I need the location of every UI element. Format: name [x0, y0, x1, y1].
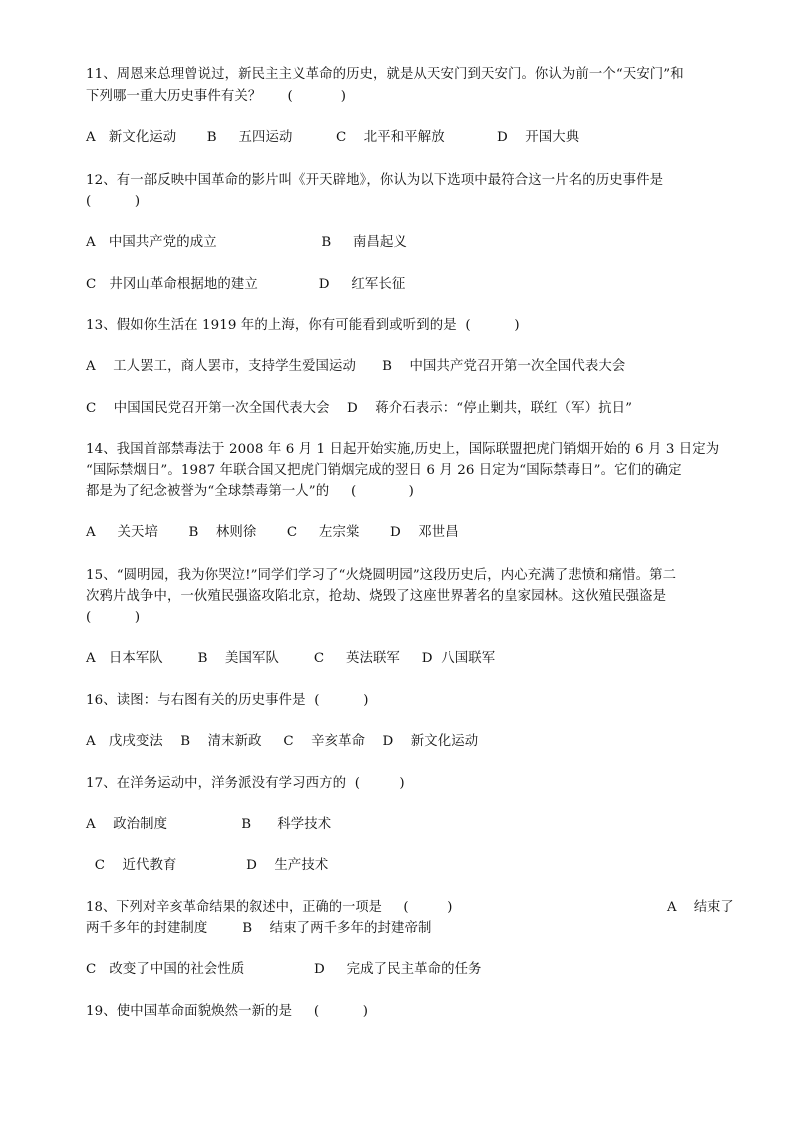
answer-options: A 中国共产党的成立 B 南昌起义 — [86, 235, 408, 250]
question-text-line: “国际禁烟日”。1987 年联合国又把虎门销烟完成的翌日 6 月 26 日定为“国际禁毒日”。它们的确定 — [86, 463, 682, 478]
answer-options: C 中国国民党召开第一次全国代表大会 D 蒋介石表示：“停止剿共，联红（军）抗日” — [86, 401, 633, 416]
question-text-line: 17、在洋务运动中，洋务派没有学习西方的 ( ) — [86, 776, 405, 791]
question-text-line: ( ) — [86, 194, 141, 209]
answer-options: A 新文化运动 B 五四运动 C 北平和平解放 D 开国大典 — [86, 130, 580, 145]
answer-options: A 戊戌变法 B 清末新政 C 辛亥革命 D 新文化运动 — [86, 734, 479, 749]
answer-options: C 井冈山革命根据地的建立 D 红军长征 — [86, 277, 406, 292]
question-text-line: 13、假如你生活在 1919 年的上海，你有可能看到或听到的是 ( ) — [86, 318, 520, 333]
question-text-line: 18、下列对辛亥革命结果的叙述中，正确的一项是 ( ) A 结束了 — [86, 900, 734, 915]
question-text-line: 11、周恩来总理曾说过，新民主主义革命的历史，就是从天安门到天安门。你认为前一个“天安门”和 — [86, 67, 684, 82]
question-text-line: 次鸦片战争中，一伙殖民强盗攻陷北京，抢劫、烧毁了这座世界著名的皇家园林。这伙殖民强盗是 — [86, 589, 667, 604]
question-text-line: 12、有一部反映中国革命的影片叫《开天辟地》，你认为以下选项中最符合这一片名的历史事件是 — [86, 173, 664, 188]
answer-options: C 改变了中国的社会性质 D 完成了民主革命的任务 — [86, 962, 482, 977]
answer-options: A 政治制度 B 科学技术 — [86, 817, 332, 832]
question-text-line: 都是为了纪念被誉为“全球禁毒第一人”的 ( ) — [86, 484, 414, 499]
answer-options: A 工人罢工，商人罢市，支持学生爱国运动 B 中国共产党召开第一次全国代表大会 — [86, 359, 626, 374]
question-text-line: 16、读图：与右图有关的历史事件是 ( ) — [86, 693, 369, 708]
question-text-line: 14、我国首部禁毒法于 2008 年 6 月 1 日起开始实施,历史上，国际联盟把虎门销烟开始的 6 月 3 日定为 — [86, 442, 720, 457]
question-text-line: 两千多年的封建制度 B 结束了两千多年的封建帝制 — [86, 921, 432, 936]
answer-options: A 关天培 B 林则徐 C 左宗棠 D 邓世昌 — [86, 525, 459, 540]
question-text-line: ( ) — [86, 610, 141, 625]
question-text-line: 19、使中国革命面貌焕然一新的是 ( ) — [86, 1004, 369, 1019]
question-text-line: 下列哪一重大历史事件有关？ ( ) — [86, 89, 347, 104]
question-text-line: 15、“圆明园，我为你哭泣!”同学们学习了“火烧圆明园”这段历史后，内心充满了悲愤和痛惜。第二 — [86, 568, 677, 583]
answer-options: A 日本军队 B 美国军队 C 英法联军 D 八国联军 — [86, 651, 496, 666]
answer-options: C 近代教育 D 生产技术 — [86, 858, 329, 873]
